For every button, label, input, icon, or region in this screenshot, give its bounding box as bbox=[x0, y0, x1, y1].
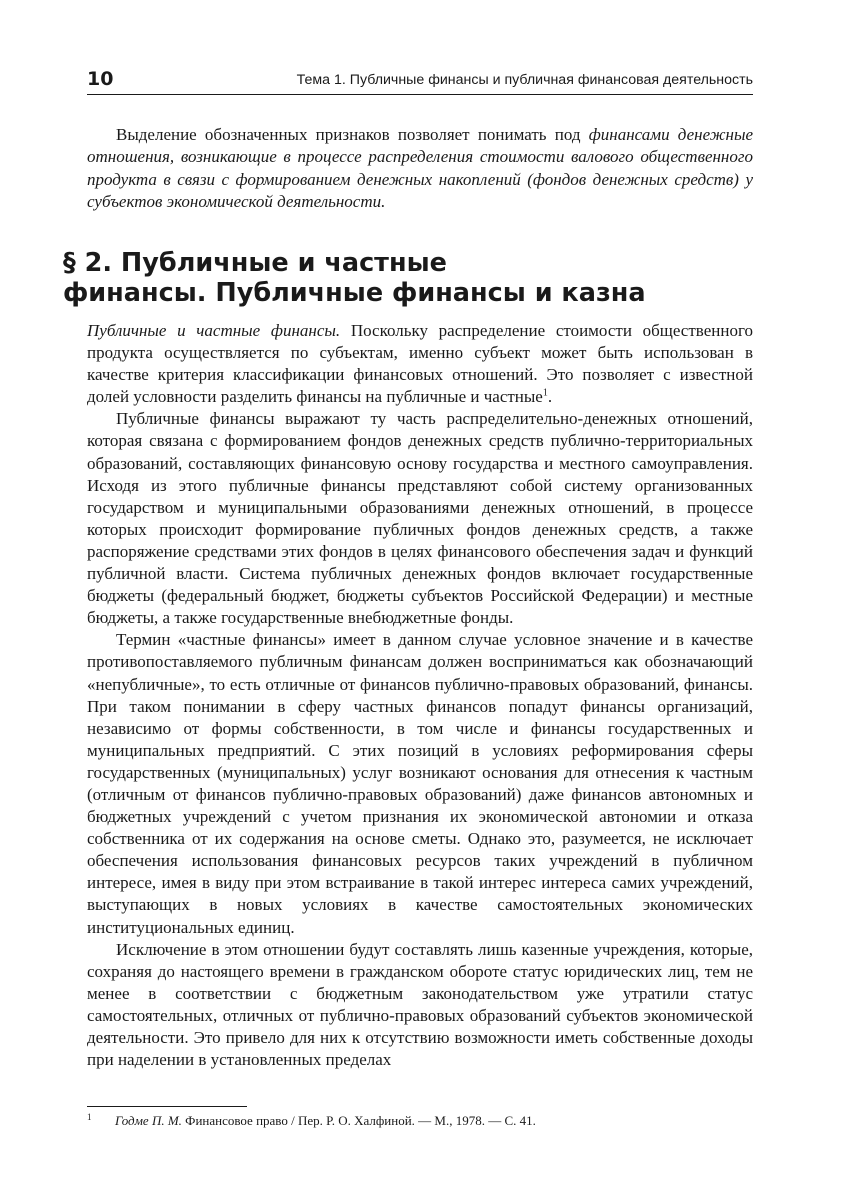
footnote-text bbox=[115, 1112, 536, 1129]
section-title-line2: финансы. Публичные финансы и казна bbox=[63, 278, 646, 308]
intro-lead: Выделение обозначенных признаков позволяет понимать под bbox=[116, 125, 589, 144]
intro-definition: финансами денежные отношения, возникающие в процессе распределения стоимости валового общественного продукта в связи с формированием денежных накоплений (фондов денежных средств) у субъектов экономической деятельности. bbox=[87, 125, 754, 212]
running-header bbox=[87, 66, 753, 95]
paragraph-1-lead: Публичные и частные финансы. bbox=[87, 321, 341, 340]
section-title-line1: § 2. Публичные и частные bbox=[63, 248, 447, 278]
intro-paragraph bbox=[87, 124, 753, 214]
footnote-mark: 1 bbox=[87, 1112, 92, 1122]
footnote-divider bbox=[87, 1106, 247, 1107]
paragraph-4: Исключение в этом отношении будут составлять лишь казенные учреждения, которые, сохраняя до настоящего времени в гражданском обороте статус юридических лиц, тем не менее в соответствии с бюджетным законодательством уже утратили статус самостоятельных, отличных от публично-правовых образований субъектов экономической деятельности. Это привело для них к отсутствию возможности иметь собственные доходы при наделении в установленных пределах bbox=[87, 939, 753, 1070]
footnote-ref[interactable]: 1 bbox=[542, 387, 548, 399]
paragraph-2: Публичные финансы выражают ту часть распределительно-денежных отношений, которая связана с формированием фондов денежных средств публично-территориальных образований, составляющих финансовую основу государства и местного самоуправления. Исходя из этого публичные финансы представляют собой систему организованных государством и муниципальными образованиями денежных отношений, в процессе которых происходит формирование публичных фондов денежных средств, а также распоряжение средствами этих фондов в целях финансового обеспечения задач и функций публичной власти. Система публичных денежных фондов включает государственные бюджеты (федеральный бюджет, бюджеты субъектов Российской Федерации) и местные бюджеты, а также государственные внебюджетные фонды. bbox=[87, 409, 753, 628]
running-title: Тема 1. Публичные финансы и публичная финансовая деятельность bbox=[296, 72, 753, 88]
paragraph-3: Термин «частные финансы» имеет в данном случае условное значение и в качестве противопоставляемого публичным финансам должен восприниматься как обозначающий «непубличные», то есть отличные от финансов публично-правовых образований, финансы. При таком понимании в сферу частных финансов попадут финансы организаций, независимо от формы собственности, в том числе и финансы государственных и муниципальных предприятий. С этих позиций в условиях реформирования сферы государственных (муниципальных) услуг возникают основания для отнесения к частным (отличным от финансов публично-правовых образований) даже финансов автономных и бюджетных учреждений с учетом признания их экономической автономии и отказа собственника от их содержания на основе сметы. Однако это, разумеется, не исключает обеспечения использования финансовых ресурсов таких учреждений в публичном интересе, имея в виду при этом встраивание в такой интерес интереса самих учреждений, выступающих в новых условиях в качестве самостоятельных экономических институциональных единиц. bbox=[87, 630, 753, 937]
footnote-source: Финансовое право / Пер. Р. О. Халфиной. — М., 1978. — С. 41. bbox=[181, 1113, 536, 1128]
footnote-author: Годме П. М. bbox=[115, 1113, 182, 1128]
body-text bbox=[87, 320, 753, 1071]
section-title bbox=[63, 248, 763, 308]
paragraph-1-end: . bbox=[547, 387, 553, 407]
paragraph-1-text: Поскольку распределение стоимости общественного продукта осуществляется по субъектам, именно субъект может быть использован в качестве критерия классификации финансовых отношений. Это позволяет с известной долей условности разделить финансы на публичные и частные bbox=[87, 321, 753, 407]
page-number: 10 bbox=[87, 68, 114, 90]
paragraph-1 bbox=[87, 320, 753, 408]
